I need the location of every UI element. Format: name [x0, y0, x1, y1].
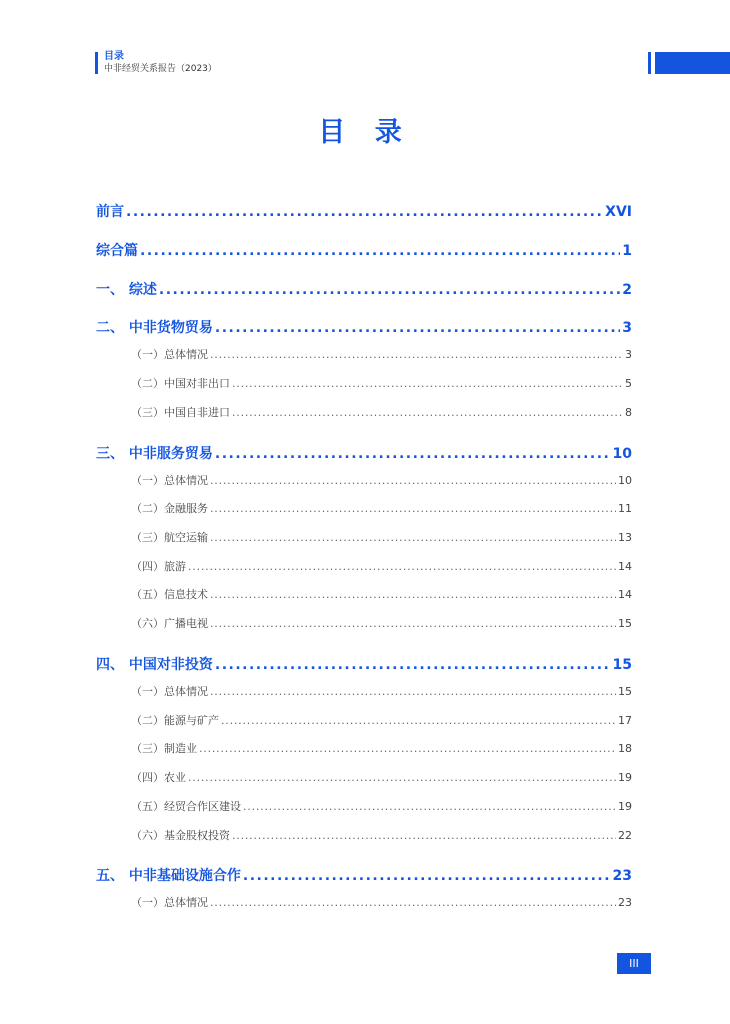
toc-subentry[interactable] — [96, 828, 632, 844]
toc-leader — [243, 799, 616, 815]
toc-leader — [210, 530, 616, 546]
toc-entry-page: 3 — [625, 348, 632, 361]
toc-leader — [188, 770, 616, 786]
toc-leader — [126, 202, 603, 222]
toc-subentry[interactable] — [96, 895, 632, 911]
toc-entry-label: 二、 中非货物贸易 — [96, 320, 213, 336]
toc-entry-page: 13 — [618, 531, 632, 544]
toc-entry-page: 2 — [622, 282, 632, 298]
toc-entry-label: 五、 中非基础设施合作 — [96, 868, 241, 884]
toc-entry-page: 14 — [618, 560, 632, 573]
toc-entry-label: 三、 中非服务贸易 — [96, 446, 213, 462]
toc-entry-services-trade[interactable] — [96, 444, 632, 464]
toc-leader — [210, 895, 616, 911]
toc-subentry[interactable] — [96, 501, 632, 517]
page-number: III — [617, 953, 651, 974]
toc-subentry[interactable] — [96, 770, 632, 786]
toc-entry-label: 前言 — [96, 204, 124, 220]
toc-subentry[interactable] — [96, 616, 632, 632]
toc-entry-summary[interactable] — [96, 280, 632, 300]
toc-leader — [159, 280, 620, 300]
toc-entry-goods-trade[interactable] — [96, 318, 632, 338]
toc-leader — [232, 828, 616, 844]
toc-entry-infrastructure[interactable] — [96, 866, 632, 886]
toc-entry-overview-part[interactable] — [96, 241, 632, 261]
toc-entry-page: 10 — [618, 474, 632, 487]
toc-leader — [215, 318, 620, 338]
toc-leader — [215, 655, 611, 675]
toc-entry-label: （五）经贸合作区建设 — [131, 800, 241, 813]
toc-leader — [188, 559, 616, 575]
toc-entry-label: （三）制造业 — [131, 742, 197, 755]
toc-entry-label: （六）广播电视 — [131, 617, 208, 630]
toc-entry-page: 5 — [625, 377, 632, 390]
toc-leader — [232, 376, 623, 392]
toc-entry-page: 23 — [618, 896, 632, 909]
toc-entry-label: 四、 中国对非投资 — [96, 657, 213, 673]
header-title: 目录 — [104, 51, 124, 62]
toc-entry-label: （四）农业 — [131, 771, 186, 784]
toc-leader — [221, 713, 616, 729]
toc-subentry[interactable] — [96, 347, 632, 363]
toc-entry-page: 18 — [618, 742, 632, 755]
toc-entry-label: （一）总体情况 — [131, 474, 208, 487]
toc-subentry[interactable] — [96, 587, 632, 603]
toc-entry-page: 3 — [622, 320, 632, 336]
toc-entry-label: （三）航空运输 — [131, 531, 208, 544]
toc-entry-page: XVI — [605, 204, 632, 220]
header-right-block — [655, 52, 730, 74]
toc-leader — [232, 405, 623, 421]
toc-entry-page: 10 — [612, 446, 632, 462]
toc-entry-page: 14 — [618, 588, 632, 601]
toc-leader — [210, 473, 616, 489]
toc-leader — [210, 587, 616, 603]
toc-subentry[interactable] — [96, 684, 632, 700]
toc-leader — [210, 501, 616, 517]
toc-entry-page: 15 — [618, 617, 632, 630]
toc-entry-label: （一）总体情况 — [131, 896, 208, 909]
toc-entry-label: 一、 综述 — [96, 282, 157, 298]
toc-title: 目 录 — [318, 117, 412, 148]
toc-entry-page: 23 — [612, 868, 632, 884]
toc-entry-investment[interactable] — [96, 655, 632, 675]
toc-entry-label: （一）总体情况 — [131, 685, 208, 698]
toc-entry-label: （三）中国自非进口 — [131, 406, 230, 419]
toc-leader — [210, 684, 616, 700]
toc-subentry[interactable] — [96, 530, 632, 546]
toc-subentry[interactable] — [96, 799, 632, 815]
toc-entry-preface[interactable] — [96, 202, 632, 222]
toc-entry-label: （五）信息技术 — [131, 588, 208, 601]
toc-entry-label: （二）中国对非出口 — [131, 377, 230, 390]
header-accent-bar — [95, 52, 98, 74]
toc-leader — [215, 444, 611, 464]
toc-entry-page: 19 — [618, 800, 632, 813]
toc-entry-page: 15 — [618, 685, 632, 698]
toc-subentry[interactable] — [96, 405, 632, 421]
toc-leader — [243, 866, 611, 886]
toc-leader — [140, 241, 620, 261]
toc-entry-page: 1 — [622, 243, 632, 259]
toc-entry-label: （六）基金股权投资 — [131, 829, 230, 842]
toc-entry-page: 19 — [618, 771, 632, 784]
header-subtitle: 中非经贸关系报告（2023） — [104, 64, 217, 74]
toc-entry-page: 17 — [618, 714, 632, 727]
toc-entry-page: 15 — [612, 657, 632, 673]
toc-entry-page: 22 — [618, 829, 632, 842]
toc-leader — [210, 616, 616, 632]
toc-leader — [210, 347, 623, 363]
toc-leader — [199, 741, 616, 757]
toc-subentry[interactable] — [96, 376, 632, 392]
toc-entry-label: （二）能源与矿产 — [131, 714, 219, 727]
toc-entry-label: （一）总体情况 — [131, 348, 208, 361]
toc-entry-label: （二）金融服务 — [131, 502, 208, 515]
toc-subentry[interactable] — [96, 559, 632, 575]
toc-entry-label: （四）旅游 — [131, 560, 186, 573]
toc-subentry[interactable] — [96, 741, 632, 757]
header-right-line — [648, 52, 651, 74]
toc-entry-page: 11 — [618, 502, 632, 515]
toc-subentry[interactable] — [96, 713, 632, 729]
toc-entry-label: 综合篇 — [96, 243, 138, 259]
toc-subentry[interactable] — [96, 473, 632, 489]
toc-entry-page: 8 — [625, 406, 632, 419]
